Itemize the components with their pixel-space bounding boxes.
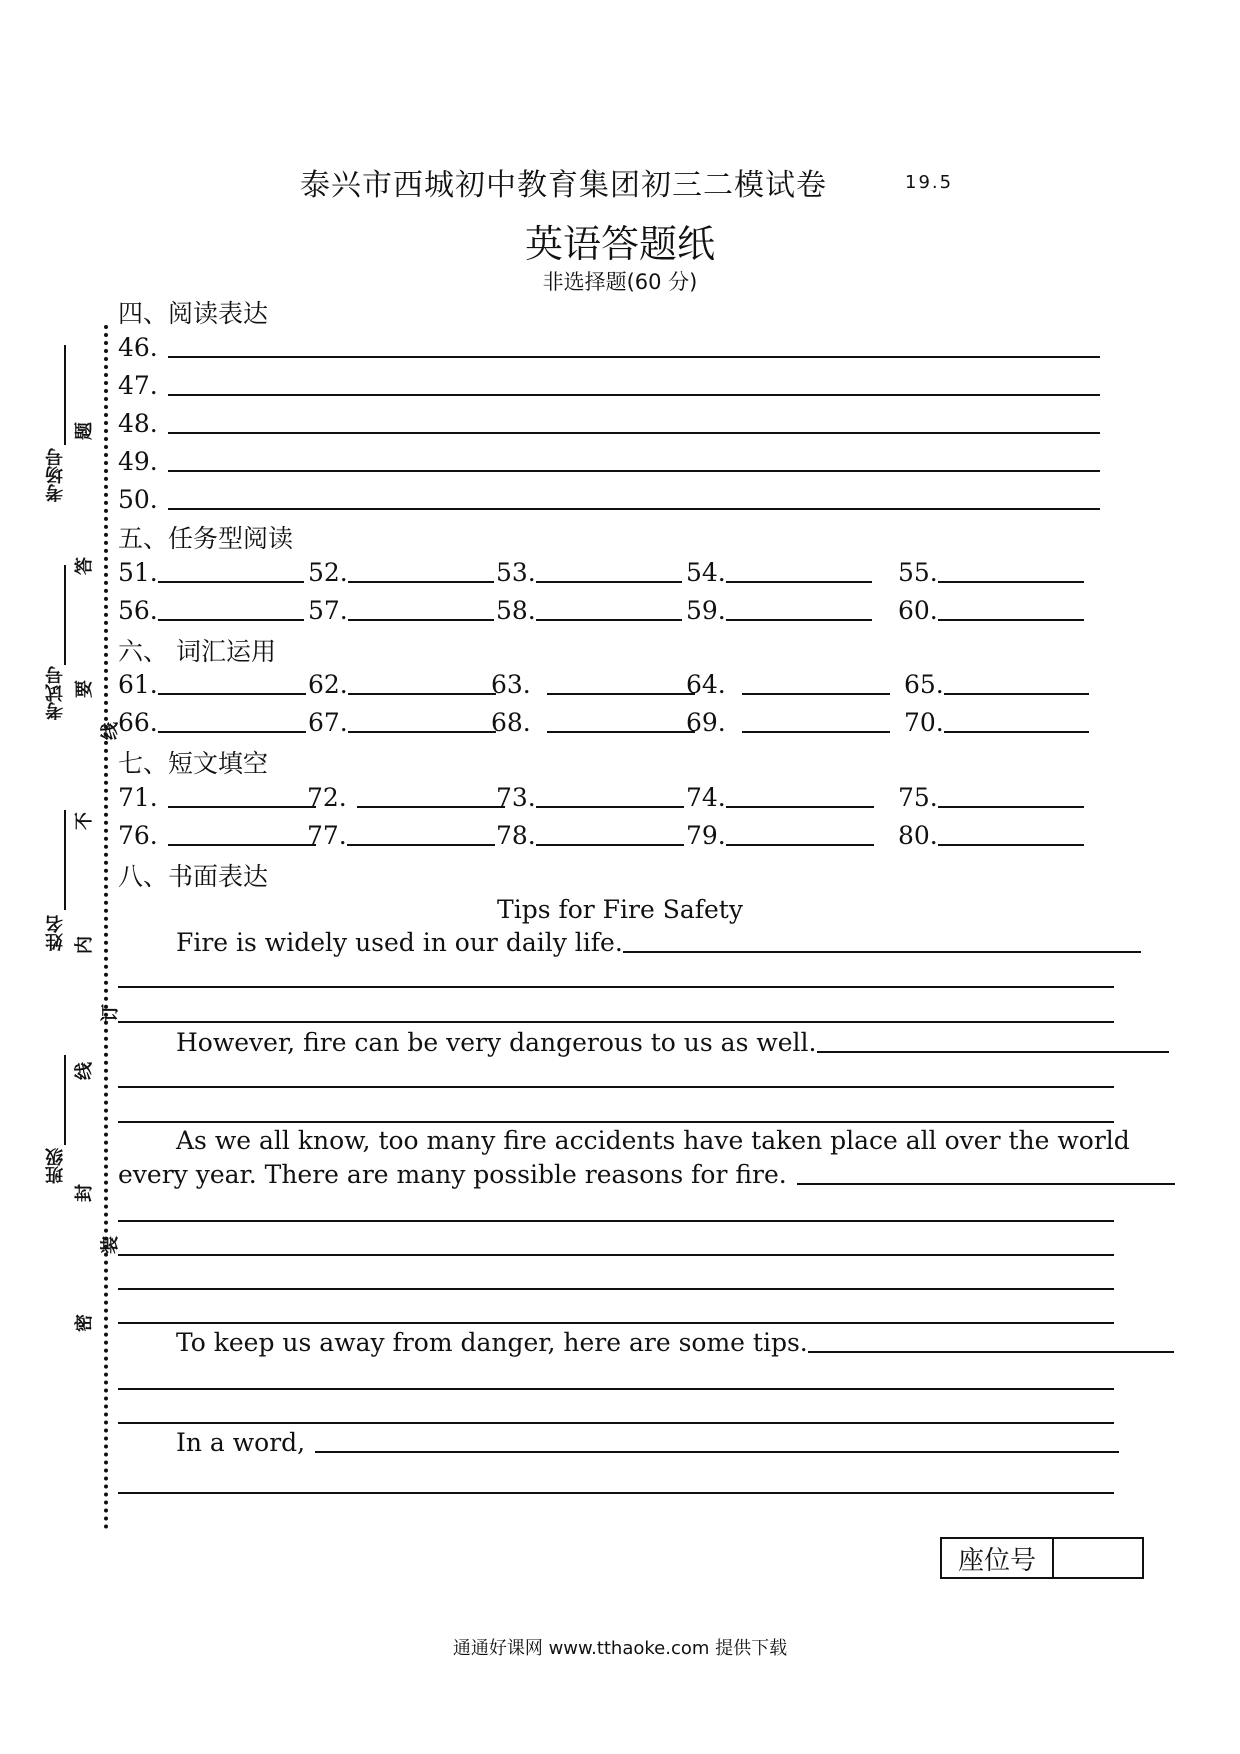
answer-blank-73[interactable] (496, 783, 684, 812)
answer-line-46[interactable] (118, 333, 1100, 362)
essay-prompt-text: In a word, (176, 1428, 306, 1457)
exam-title: 泰兴市西城初中教育集团初三二模试卷 (300, 168, 827, 203)
answer-blank-76[interactable] (118, 821, 316, 850)
answer-blank-58[interactable] (496, 596, 682, 625)
answer-blank-69[interactable] (686, 708, 890, 737)
class-label: 班级 (45, 1148, 66, 1184)
question-number: 74. (686, 783, 726, 812)
essay-paragraph-4[interactable] (176, 1328, 1174, 1357)
answer-blank-77[interactable] (307, 821, 495, 850)
answer-blank-71[interactable] (118, 783, 316, 812)
question-number: 56. (118, 596, 158, 625)
answer-blank-63[interactable] (491, 670, 695, 699)
question-number: 60. (898, 596, 938, 625)
answer-blank-64[interactable] (686, 670, 890, 699)
question-number: 49. (118, 447, 158, 476)
answer-blank-78[interactable] (496, 821, 684, 850)
answer-blank-59[interactable] (686, 596, 872, 625)
writing-line[interactable] (118, 1322, 1114, 1324)
section-writing: 八、书面表达 (118, 862, 269, 891)
writing-line[interactable] (118, 1021, 1114, 1023)
answer-blank-66[interactable] (118, 708, 306, 737)
question-number: 63. (491, 670, 531, 699)
question-number: 54. (686, 558, 726, 587)
writing-line[interactable] (118, 1220, 1114, 1222)
question-number: 80. (898, 821, 938, 850)
section-note: 非选择题(60 分) (542, 270, 698, 294)
question-number: 66. (118, 708, 158, 737)
question-number: 72. (307, 783, 347, 812)
writing-line[interactable] (118, 986, 1114, 988)
question-number: 69. (686, 708, 726, 737)
question-number: 57. (308, 596, 348, 625)
exam-room-label: 考场号 (45, 448, 66, 502)
answer-blank-80[interactable] (898, 821, 1084, 850)
question-number: 71. (118, 783, 158, 812)
footer-source: 通通好课网 www.tthaoke.com 提供下载 (452, 1638, 788, 1659)
question-number: 67. (308, 708, 348, 737)
answer-blank-65[interactable] (904, 670, 1089, 699)
name-label: 姓名 (45, 915, 66, 951)
seal-char-yao: 要 (74, 680, 95, 698)
essay-paragraph-5[interactable] (176, 1428, 1119, 1457)
binding-char-zhuang: 装 (100, 1236, 121, 1254)
binding-dotted-line (104, 325, 108, 1530)
answer-blank-52[interactable] (308, 558, 494, 587)
writing-line[interactable] (118, 1086, 1114, 1088)
exam-date: 19.5 (905, 172, 954, 193)
answer-blank-61[interactable] (118, 670, 306, 699)
question-number: 62. (308, 670, 348, 699)
answer-blank-62[interactable] (308, 670, 496, 699)
writing-line[interactable] (118, 1254, 1114, 1256)
question-number: 78. (496, 821, 536, 850)
essay-prompt-text: As we all know, too many fire accidents have taken place all over the world (176, 1126, 1130, 1155)
answer-line-50[interactable] (118, 485, 1100, 514)
answer-blank-53[interactable] (496, 558, 682, 587)
answer-blank-68[interactable] (491, 708, 695, 737)
question-number: 73. (496, 783, 536, 812)
essay-prompt-text: To keep us away from danger, here are some tips. (176, 1328, 808, 1357)
section-vocabulary: 六、 词汇运用 (118, 637, 276, 666)
class-line (64, 1055, 66, 1145)
seal-char-mi: 密 (74, 1314, 95, 1332)
seal-char-xian: 线 (74, 1062, 95, 1080)
binding-char-xian: 线 (100, 722, 121, 740)
answer-blank-72[interactable] (307, 783, 505, 812)
essay-paragraph-1[interactable] (176, 928, 1141, 957)
question-number: 53. (496, 558, 536, 587)
section-reading-expression: 四、阅读表达 (118, 299, 269, 328)
question-number: 46. (118, 333, 158, 362)
answer-blank-74[interactable] (686, 783, 874, 812)
writing-line[interactable] (118, 1121, 1114, 1123)
question-number: 79. (686, 821, 726, 850)
answer-blank-67[interactable] (308, 708, 496, 737)
question-number: 64. (686, 670, 726, 699)
essay-title: Tips for Fire Safety (497, 895, 743, 924)
answer-blank-75[interactable] (898, 783, 1084, 812)
writing-line[interactable] (118, 1388, 1114, 1390)
seal-char-da: 答 (74, 557, 95, 575)
question-number: 65. (904, 670, 944, 699)
seat-number-field[interactable] (1054, 1539, 1142, 1577)
answer-blank-57[interactable] (308, 596, 494, 625)
question-number: 70. (904, 708, 944, 737)
answer-line-49[interactable] (118, 447, 1100, 476)
answer-blank-54[interactable] (686, 558, 872, 587)
answer-line-48[interactable] (118, 409, 1100, 438)
seal-char-nei: 内 (74, 936, 95, 954)
question-number: 68. (491, 708, 531, 737)
answer-blank-55[interactable] (898, 558, 1084, 587)
seal-char-bu: 不 (74, 812, 95, 830)
exam-no-label: 考试号 (45, 666, 66, 720)
question-number: 58. (496, 596, 536, 625)
seal-char-ti: 题 (74, 422, 95, 440)
question-number: 76. (118, 821, 158, 850)
seal-char-feng: 封 (74, 1184, 95, 1202)
answer-blank-79[interactable] (686, 821, 874, 850)
answer-blank-51[interactable] (118, 558, 304, 587)
section-task-reading: 五、任务型阅读 (118, 524, 294, 553)
question-number: 47. (118, 371, 158, 400)
writing-line[interactable] (118, 1492, 1114, 1494)
essay-paragraph-2[interactable] (176, 1028, 1169, 1057)
question-number: 77. (307, 821, 347, 850)
exam-no-line (64, 565, 66, 665)
question-number: 50. (118, 485, 158, 514)
question-number: 48. (118, 409, 158, 438)
exam-room-line (64, 345, 66, 445)
answer-line-47[interactable] (118, 371, 1100, 400)
question-number: 59. (686, 596, 726, 625)
essay-prompt-text: However, fire can be very dangerous to us as well. (176, 1028, 817, 1057)
section-cloze: 七、短文填空 (118, 749, 269, 778)
answer-blank-60[interactable] (898, 596, 1084, 625)
question-number: 61. (118, 670, 158, 699)
binding-char-ding: 订 (100, 1004, 121, 1022)
question-number: 52. (308, 558, 348, 587)
question-number: 55. (898, 558, 938, 587)
writing-line[interactable] (118, 1288, 1114, 1290)
answer-blank-56[interactable] (118, 596, 304, 625)
question-number: 75. (898, 783, 938, 812)
essay-paragraph-3[interactable] (118, 1160, 1175, 1189)
writing-line[interactable] (118, 1422, 1114, 1424)
seat-number-box (940, 1537, 1144, 1579)
essay-prompt-text: Fire is widely used in our daily life. (176, 928, 623, 957)
seat-number-label: 座位号 (942, 1539, 1054, 1577)
essay-prompt-text: every year. There are many possible reasons for fire. (118, 1160, 787, 1189)
answer-blank-70[interactable] (904, 708, 1089, 737)
question-number: 51. (118, 558, 158, 587)
sheet-subtitle: 英语答题纸 (524, 222, 715, 266)
